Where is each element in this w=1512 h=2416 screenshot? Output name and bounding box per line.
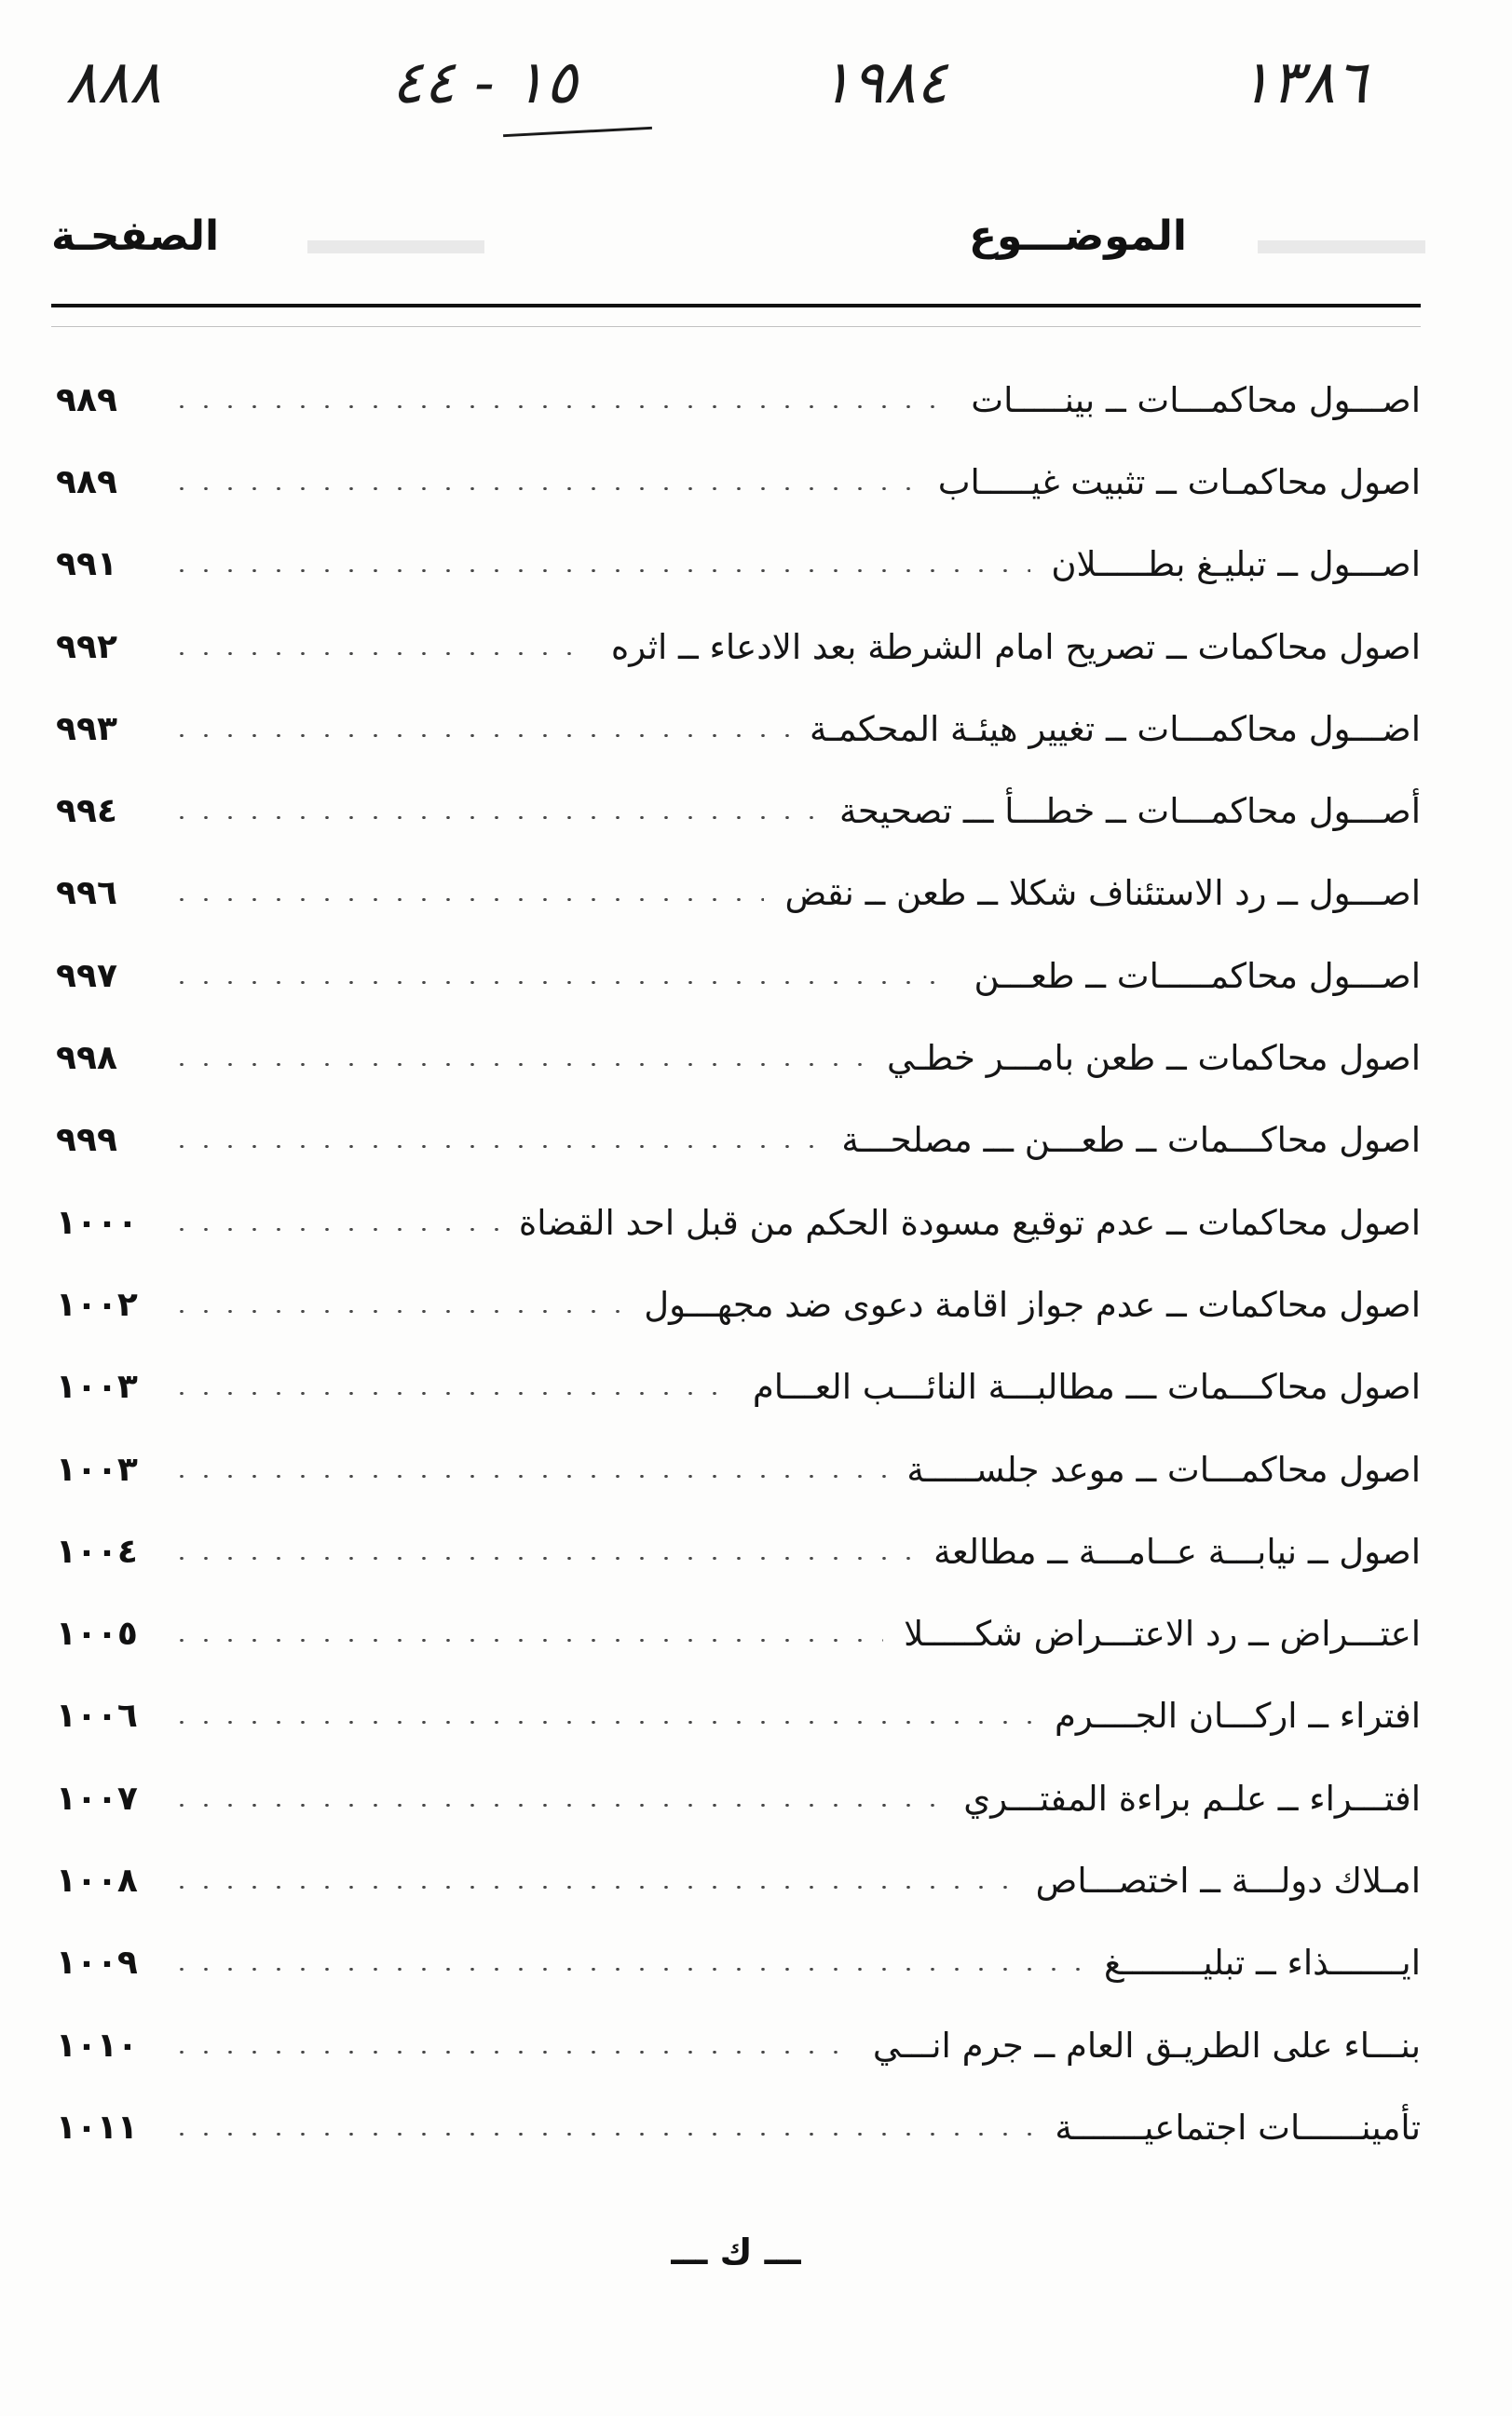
entry-subject: اصـــول محاكمـــــات ــ طعـــن: [974, 955, 1421, 996]
index-entry: [56, 1592, 1421, 1674]
entry-subject: افتـــراء ــ علـم براءة المفتـــري: [963, 1778, 1421, 1819]
index-entry: [56, 441, 1421, 523]
index-entry: [56, 359, 1421, 441]
index-entries-list: [56, 359, 1421, 2169]
header-rule: [51, 304, 1421, 307]
entry-page-number: ١٠١١: [56, 2108, 138, 2147]
entry-subject: اصول محاكمـــات ــ موعد جلســـــة: [906, 1449, 1421, 1490]
entry-subject: اصول محاكمات ــ عدم جواز اقامة دعوى ضد مجهـــول: [644, 1284, 1421, 1325]
leader-dots: [170, 816, 819, 819]
leader-dots: [170, 652, 591, 655]
index-entry: [56, 2004, 1421, 2086]
entry-subject: اصـــول محاكمـــات ــ بينـــــات: [971, 379, 1421, 420]
leader-dots: [170, 1804, 943, 1807]
entry-page-number: ٩٩٦: [56, 874, 117, 913]
entry-page-number: ٩٩١: [56, 545, 117, 584]
index-entry: [56, 1675, 1421, 1757]
entry-page-number: ١٠٠٦: [56, 1697, 138, 1736]
index-entry: [56, 1017, 1421, 1099]
handwritten-underline: [503, 127, 652, 137]
index-entry: [56, 524, 1421, 606]
entry-subject: افتراء ــ اركـــان الجــــرم: [1054, 1696, 1421, 1737]
leader-dots: [170, 981, 954, 984]
leader-dots: [170, 2051, 852, 2054]
index-entry: [56, 1757, 1421, 1839]
leader-dots: [170, 487, 918, 490]
header-rule-faint: [51, 326, 1421, 327]
entry-page-number: ١٠١٠: [56, 2026, 138, 2065]
index-entry: [56, 1839, 1421, 1921]
index-entry: [56, 1099, 1421, 1181]
index-entry: [56, 2086, 1421, 2168]
index-entry: [56, 606, 1421, 688]
index-entry: [56, 1181, 1421, 1263]
entry-subject: اصول ــ نيابـــة عــامـــة ــ مطالعة: [933, 1531, 1421, 1572]
scan-smudge: [1258, 240, 1425, 253]
entry-subject: بنـــاء على الطريـق العام ــ جرم انـــي: [872, 2025, 1421, 2066]
index-entry: [56, 1510, 1421, 1592]
index-entry: [56, 935, 1421, 1017]
leader-dots: [170, 1639, 883, 1642]
entry-subject: ايـــــــذاء ــ تبليــــــــغ: [1103, 1943, 1421, 1984]
entry-subject: اصـــول ــ تبليـغ بطـــــلان: [1051, 544, 1421, 585]
leader-dots: [170, 1392, 732, 1395]
entry-subject: اصول محاكمات ــ عدم توقيع مسودة الحكم من قبل احد القضاة: [518, 1202, 1421, 1243]
entry-subject: اصـــول ــ رد الاستئناف شكلا ــ طعن ــ نقض: [784, 873, 1421, 914]
handwritten-note-2: ١٥ - ٤٤: [391, 48, 578, 117]
index-entry: [56, 688, 1421, 770]
leader-dots: [170, 2133, 1034, 2136]
index-entry: [56, 1922, 1421, 2004]
entry-page-number: ٩٩٣: [56, 709, 117, 748]
index-entry: [56, 1346, 1421, 1428]
leader-dots: [170, 898, 764, 901]
leader-dots: [170, 1886, 1015, 1889]
leader-dots: [170, 1968, 1083, 1971]
entry-page-number: ١٠٠٧: [56, 1779, 138, 1818]
entry-page-number: ١٠٠٠: [56, 1203, 138, 1242]
entry-page-number: ١٠٠٣: [56, 1368, 138, 1407]
entry-page-number: ٩٩٨: [56, 1039, 117, 1078]
leader-dots: [170, 1063, 866, 1066]
entry-page-number: ٩٩٢: [56, 627, 117, 666]
subject-column-heading: الموضـــوع: [969, 212, 1187, 260]
page-marker: ـــ ك ـــ: [671, 2232, 801, 2273]
leader-dots: [170, 569, 1030, 572]
index-entry: [56, 853, 1421, 935]
entry-page-number: ١٠٠٢: [56, 1285, 138, 1324]
entry-page-number: ١٠٠٨: [56, 1861, 138, 1900]
leader-dots: [170, 1721, 1034, 1724]
entry-page-number: ٩٨٩: [56, 380, 117, 419]
leader-dots: [170, 1475, 886, 1478]
entry-page-number: ١٠٠٩: [56, 1944, 138, 1983]
entry-subject: اضـــول محاكمـــات ــ تغيير هيئـة المحكمـة: [809, 708, 1421, 749]
leader-dots: [170, 1145, 821, 1148]
handwritten-note-3: ١٩٨٤: [820, 48, 948, 117]
entry-subject: تأمينــــــات اجتماعيـــــــة: [1055, 2107, 1421, 2148]
handwritten-note-4: ١٣٨٦: [1239, 48, 1368, 117]
index-entry: [56, 1263, 1421, 1345]
entry-subject: أصـــول محاكمـــات ــ خطـــأ ـــ تصحيحة: [839, 791, 1421, 832]
entry-page-number: ٩٨٩: [56, 462, 117, 501]
entry-subject: اصول محاكمـات ــ تثبيت غيـــــاب: [937, 461, 1421, 502]
entry-page-number: ٩٩٧: [56, 956, 117, 995]
leader-dots: [170, 1557, 913, 1560]
index-entry: [56, 770, 1421, 852]
leader-dots: [170, 1310, 623, 1313]
entry-page-number: ١٠٠٤: [56, 1532, 138, 1571]
entry-page-number: ٩٩٤: [56, 792, 117, 831]
scan-smudge: [307, 240, 484, 253]
entry-page-number: ١٠٠٥: [56, 1615, 138, 1654]
entry-subject: امـلاك دولـــة ــ اختصـــاص: [1035, 1860, 1421, 1901]
leader-dots: [170, 1228, 498, 1231]
page-column-heading: الصفحـة: [51, 212, 220, 260]
entry-subject: اعتـــراض ــ رد الاعتـــراض شكـــــلا: [904, 1614, 1421, 1655]
entry-page-number: ١٠٠٣: [56, 1450, 138, 1489]
entry-subject: اصول محاكـــمات ـــ مطالبـــة النائـــب العـــام: [752, 1367, 1421, 1408]
entry-subject: اصول محاكمات ــ تصريح امام الشرطة بعد الادعاء ــ اثره: [610, 626, 1421, 667]
handwritten-note-1: ٨٨٨: [65, 48, 162, 117]
leader-dots: [170, 734, 789, 737]
leader-dots: [170, 405, 950, 408]
entry-subject: اصول محاكمات ــ طعن بامـــر خطـي: [887, 1038, 1421, 1079]
index-entry: [56, 1428, 1421, 1510]
entry-subject: اصول محاكـــمات ــ طعـــن ـــ مصلحـــة: [841, 1120, 1421, 1161]
entry-page-number: ٩٩٩: [56, 1121, 117, 1160]
